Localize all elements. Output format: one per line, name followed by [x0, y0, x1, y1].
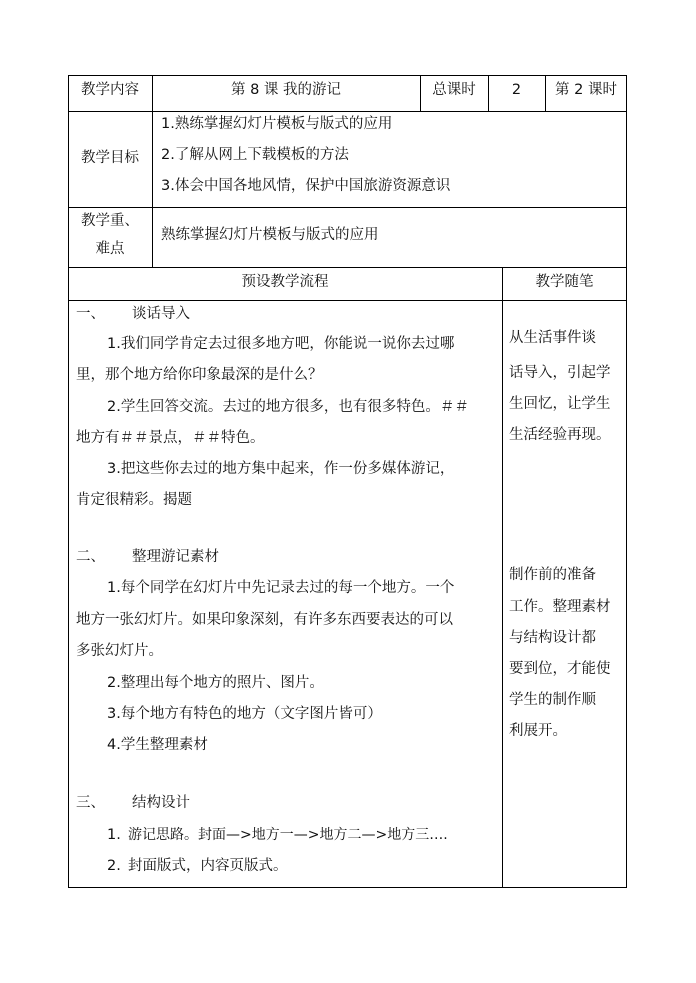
note-line: 生活经验再现。: [509, 427, 611, 443]
note-line: 要到位，才能使: [509, 661, 611, 677]
note-line: 从生活事件谈: [509, 330, 596, 346]
section-number: 一、: [76, 306, 105, 322]
paragraph-line: 1.每个同学在幻灯片中先记录去过的每一个地方。一个: [107, 580, 455, 596]
list-item-number: 1.: [107, 827, 121, 843]
flow-header: 预设教学流程: [241, 274, 329, 290]
note-line: 与结构设计都: [509, 630, 596, 646]
lesson-title: 第 8 课 我的游记: [230, 82, 342, 98]
section-title: 谈话导入: [132, 306, 190, 322]
key-points-content: 熟练掌握幻灯片模板与版式的应用: [161, 227, 379, 243]
note-line: 利展开。: [509, 723, 567, 739]
paragraph-line: 地方一张幻灯片。如果印象深刻，有许多东西要表达的可以: [76, 612, 453, 628]
paragraph-line: 1.我们同学肯定去过很多地方吧，你能说一说你去过哪: [107, 336, 455, 352]
section-title: 结构设计: [132, 795, 190, 811]
paragraph-line: 2.整理出每个地方的照片、图片。: [107, 675, 324, 691]
paragraph-line: 肯定很精彩。揭题: [76, 492, 192, 508]
content-label: 教学内容: [81, 82, 139, 98]
list-item: 游记思路。封面—>地方一—>地方二—>地方三….: [128, 827, 448, 843]
paragraph-line: 多张幻灯片。: [76, 643, 163, 659]
column-divider: [502, 267, 503, 888]
key-points-label: 教学重、: [81, 213, 139, 229]
paragraph-line: 地方有＃＃景点，＃＃特色。: [76, 430, 265, 446]
paragraph-line: 3.每个地方有特色的地方（文字图片皆可）: [107, 706, 382, 722]
paragraph-line: 2.学生回答交流。去过的地方很多，也有很多特色。＃＃: [107, 399, 469, 415]
objective-item: 3.体会中国各地风情，保护中国旅游资源意识: [161, 178, 451, 194]
objective-item: 2.了解从网上下载模板的方法: [161, 147, 349, 163]
note-line: 生回忆，让学生: [509, 396, 611, 412]
row-divider: [68, 300, 627, 301]
current-hour: 第 2 课时: [555, 82, 617, 98]
list-item: 封面版式，内容页版式。: [128, 858, 288, 874]
objectives-label: 教学目标: [81, 150, 139, 166]
column-divider: [152, 75, 153, 267]
total-hours-value: 2: [511, 82, 522, 98]
row-divider: [68, 267, 627, 268]
note-line: 制作前的准备: [509, 567, 596, 583]
paragraph-line: 4.学生整理素材: [107, 737, 208, 753]
paragraph-line: 里，那个地方给你印象最深的是什么？: [76, 367, 323, 383]
key-points-label: 难点: [95, 241, 125, 257]
list-item-number: 2.: [107, 858, 121, 874]
total-hours-label: 总课时: [432, 82, 476, 98]
note-line: 学生的制作顺: [509, 692, 596, 708]
section-number: 三、: [76, 795, 105, 811]
note-line: 话导入，引起学: [509, 365, 611, 381]
notes-header: 教学随笔: [535, 274, 594, 290]
note-line: 工作。整理素材: [509, 599, 611, 615]
paragraph-line: 3.把这些你去过的地方集中起来，作一份多媒体游记，: [107, 461, 455, 477]
objective-item: 1.熟练掌握幻灯片模板与版式的应用: [161, 116, 393, 132]
section-title: 整理游记素材: [132, 549, 219, 565]
section-number: 二、: [76, 549, 105, 565]
